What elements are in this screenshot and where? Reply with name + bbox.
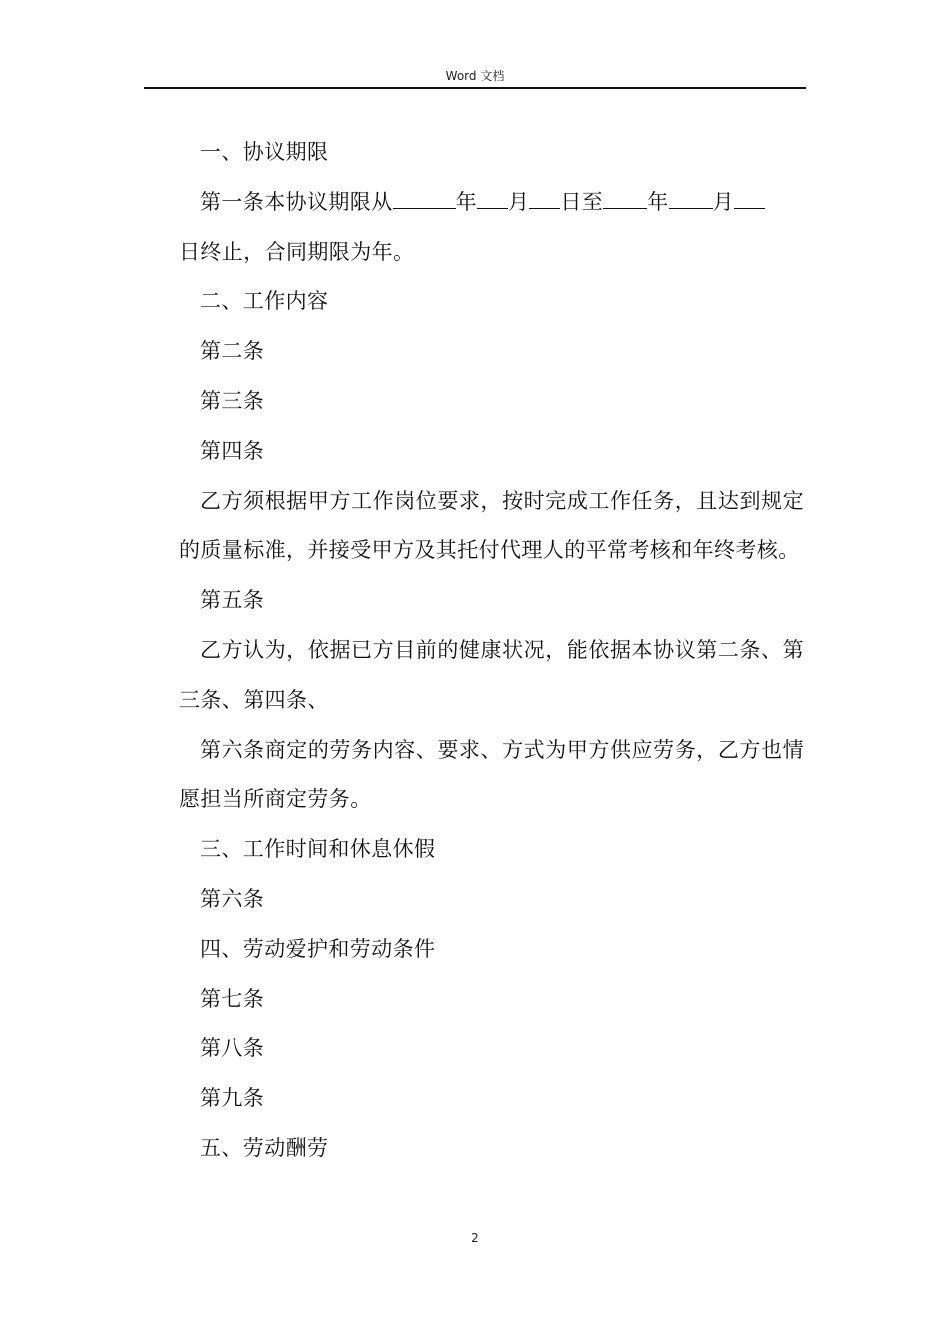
article-5: 第五条 [200, 588, 265, 613]
article-1 [179, 178, 804, 228]
article-9: 第九条 [200, 1086, 265, 1111]
year-label: 年 [647, 189, 669, 214]
day-to-label: 日至 [560, 189, 604, 214]
article-1-continued: 日终止，合同期限为年。 [179, 239, 415, 264]
blank-field [477, 190, 508, 209]
section-heading-protection: 四、劳动爱护和劳动条件 [200, 936, 436, 961]
section-heading-pay: 五、劳动酬劳 [200, 1135, 329, 1160]
page-header: Word 文档 [445, 69, 505, 83]
section-heading-term: 一、协议期限 [200, 140, 329, 164]
article-2: 第二条 [200, 339, 265, 364]
blank-field [529, 190, 560, 209]
blank-field [669, 190, 713, 209]
article-3: 第三条 [200, 388, 265, 413]
article-1-text: 第一条本协议期限从 [200, 189, 393, 214]
section-heading-work: 二、工作内容 [200, 289, 329, 314]
section-heading-hours: 三、工作时间和休息休假 [200, 837, 436, 862]
month-label: 月 [508, 189, 530, 214]
article-4-body: 乙方须根据甲方工作岗位要求，按时完成工作任务，且达到规定的质量标准，并接受甲方及其托付代理人的平常考核和年终考核。 [179, 488, 804, 563]
month-label: 月 [712, 189, 735, 214]
article-8: 第八条 [200, 1036, 265, 1061]
year-label: 年 [455, 189, 478, 214]
article-5-body-continued: 第六条商定的劳务内容、要求、方式为甲方供应劳务，乙方也情愿担当所商定劳务。 [179, 737, 804, 812]
document-body [179, 128, 804, 1174]
article-5-body: 乙方认为，依据已方目前的健康状况，能依据本协议第二条、第三条、第四条、 [179, 637, 804, 712]
article-7: 第七条 [200, 986, 265, 1011]
page-number: 2 [471, 1231, 479, 1245]
blank-field [734, 190, 765, 209]
article-4: 第四条 [200, 438, 265, 463]
blank-field [393, 190, 456, 209]
header-divider [144, 87, 806, 89]
blank-field [603, 190, 647, 209]
article-6: 第六条 [200, 886, 265, 911]
